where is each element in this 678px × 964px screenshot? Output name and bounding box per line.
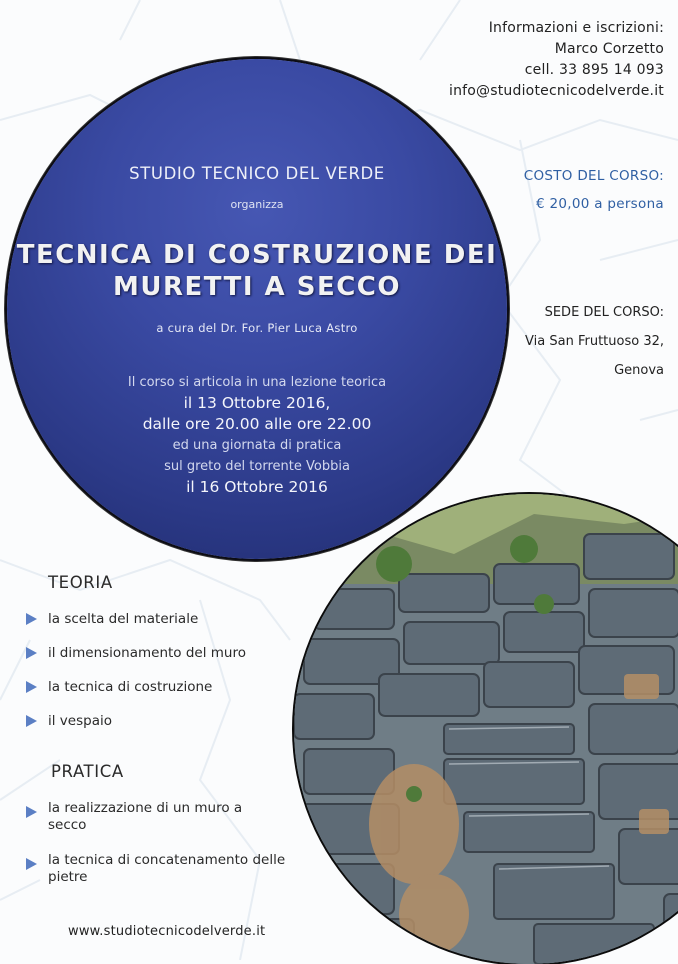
venue-city: Genova xyxy=(614,363,664,378)
course-title-line1: TECNICA DI COSTRUZIONE DEI xyxy=(16,240,498,270)
description-line: sul greto del torrente Vobbia xyxy=(164,459,350,474)
course-title-line2: MURETTI A SECCO xyxy=(113,272,401,302)
venue-address: Via San Fruttuoso 32, xyxy=(525,334,664,349)
description-line: dalle ore 20.00 alle ore 22.00 xyxy=(142,415,372,433)
triangle-bullet-icon xyxy=(26,681,37,693)
triangle-bullet-icon xyxy=(26,858,37,870)
organizer-name: STUDIO TECNICO DEL VERDE xyxy=(129,164,385,183)
cost-label: COSTO DEL CORSO: xyxy=(523,168,664,184)
practice-heading: PRATICA xyxy=(51,762,124,781)
contact-phone: cell. 33 895 14 093 xyxy=(524,62,664,78)
course-title xyxy=(7,239,507,303)
description-line: Il corso si articola in una lezione teorica xyxy=(127,375,387,390)
triangle-bullet-icon xyxy=(26,806,37,818)
practice-item: la tecnica di concatenamento delle pietre xyxy=(26,852,296,886)
theory-item: il dimensionamento del muro xyxy=(26,645,286,662)
practice-item: la realizzazione di un muro a secco xyxy=(26,800,276,834)
theory-item: la tecnica di costruzione xyxy=(26,679,286,696)
contact-block xyxy=(449,18,664,102)
description-line: il 13 Ottobre 2016, xyxy=(183,394,331,412)
cost-block xyxy=(524,162,664,218)
triangle-bullet-icon xyxy=(26,715,37,727)
course-description xyxy=(7,372,507,498)
contact-email[interactable]: info@studiotecnicodelverde.it xyxy=(448,83,664,99)
contact-name: Marco Corzetto xyxy=(554,41,664,57)
triangle-bullet-icon xyxy=(26,613,37,625)
contact-heading: Informazioni e iscrizioni: xyxy=(488,20,664,36)
triangle-bullet-icon xyxy=(26,647,37,659)
organizes-label: organizza xyxy=(230,198,284,211)
description-line: il 16 Ottobre 2016 xyxy=(186,478,328,496)
description-line: ed una giornata di pratica xyxy=(172,438,342,453)
course-title-circle xyxy=(7,59,507,559)
curator-line: a cura del Dr. For. Pier Luca Astro xyxy=(156,321,358,335)
cost-value: € 20,00 a persona xyxy=(535,196,664,212)
theory-heading: TEORIA xyxy=(48,573,113,592)
venue-block xyxy=(525,298,664,385)
theory-item: il vespaio xyxy=(26,713,286,730)
website-link[interactable]: www.studiotecnicodelverde.it xyxy=(68,924,266,939)
venue-label: SEDE DEL CORSO: xyxy=(544,305,664,320)
theory-item: la scelta del materiale xyxy=(26,611,286,628)
